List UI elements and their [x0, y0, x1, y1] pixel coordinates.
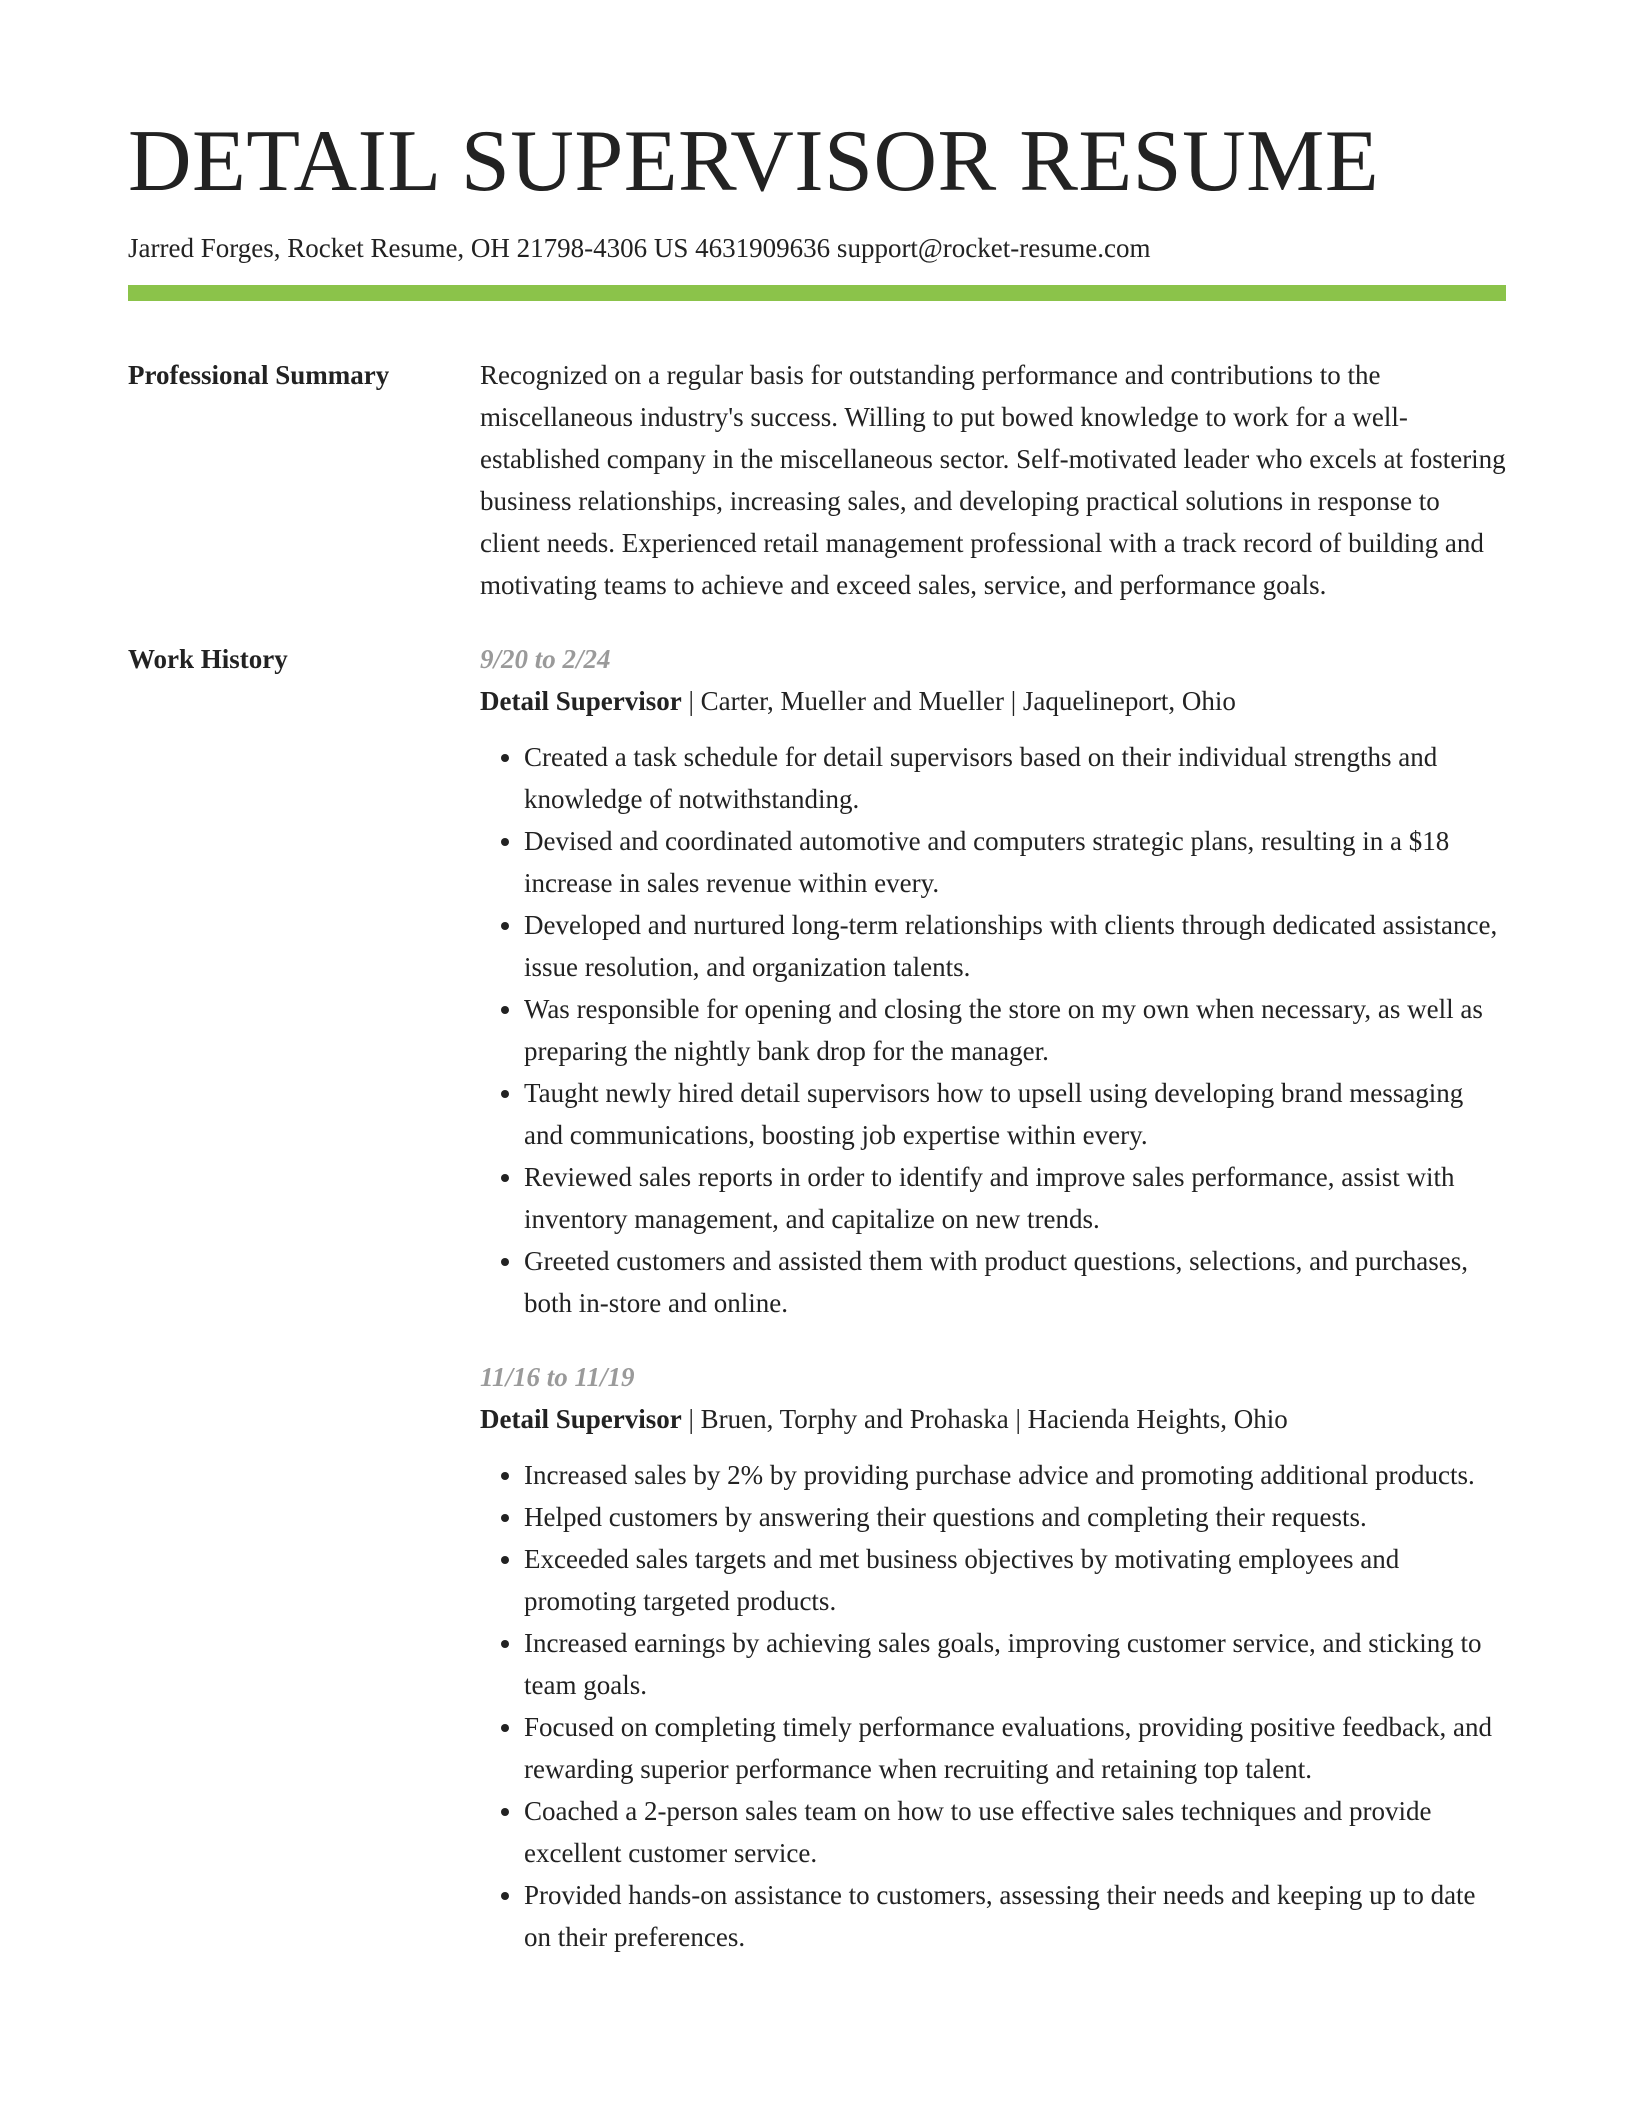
job-bullet: • Exceeded sales targets and met business objectives by motivating employees and promoting targeted products.	[524, 1538, 1506, 1622]
professional-summary-section	[128, 354, 1506, 606]
job-title: Detail Supervisor	[480, 1404, 682, 1435]
summary-body	[480, 354, 1506, 606]
job-bullet: • Provided hands-on assistance to customers, assessing their needs and keeping up to date on their preferences.	[524, 1874, 1506, 1958]
job-bullet: • Increased earnings by achieving sales goals, improving customer service, and sticking to team goals.	[524, 1622, 1506, 1706]
resume-page	[128, 113, 1506, 1958]
section-label-professional-summary: Professional Summary	[128, 360, 390, 391]
job-bullet: • Taught newly hired detail supervisors how to upsell using developing brand messaging and communications, boosting job expertise within every.	[524, 1072, 1506, 1156]
job-bullet: • Coached a 2-person sales team on how to use effective sales techniques and provide excellent customer service.	[524, 1790, 1506, 1874]
page-title: DETAIL SUPERVISOR RESUME	[128, 113, 1380, 210]
job-bullet: • Reviewed sales reports in order to identify and improve sales performance, assist with inventory management, and capitalize on new trends.	[524, 1156, 1506, 1240]
job-bullet: • Greeted customers and assisted them with product questions, selections, and purchases, both in-store and online.	[524, 1240, 1506, 1324]
job-bullet-list	[480, 1454, 1506, 1958]
job-heading	[480, 680, 1506, 722]
job-bullet: • Created a task schedule for detail supervisors based on their individual strengths and knowledge of notwithstanding.	[524, 736, 1506, 820]
work-history-body	[480, 638, 1506, 1958]
job-bullet: • Developed and nurtured long-term relationships with clients through dedicated assistance, issue resolution, and organization talents.	[524, 904, 1506, 988]
summary-text: Recognized on a regular basis for outstanding performance and contributions to the miscellaneous industry's success. Willing to put bowed knowledge to work for a well-established company in the miscellaneous sector. Self-motivated leader who excels at fostering business relationships, increasing sales, and developing practical solutions in response to client needs. Experienced retail management professional with a track record of building and motivating teams to achieve and exceed sales, service, and performance goals.	[480, 360, 1506, 601]
section-label-work-history: Work History	[128, 644, 288, 675]
job-heading	[480, 1398, 1506, 1440]
job-bullet: • Helped customers by answering their questions and completing their requests.	[524, 1496, 1506, 1538]
job-bullet: • Focused on completing timely performance evaluations, providing positive feedback, and rewarding superior performance when recruiting and retaining top talent.	[524, 1706, 1506, 1790]
job-details: | Carter, Mueller and Mueller | Jaquelineport, Ohio	[681, 686, 1236, 717]
job-details: | Bruen, Torphy and Prohaska | Hacienda Heights, Ohio	[681, 1404, 1288, 1435]
contact-line: Jarred Forges, Rocket Resume, OH 21798-4306 US 4631909636 support@rocket-resume.com	[128, 233, 1151, 263]
job-bullet: • Devised and coordinated automotive and computers strategic plans, resulting in a $18 increase in sales revenue within every.	[524, 820, 1506, 904]
job-entry	[480, 1356, 1506, 1958]
job-title: Detail Supervisor	[480, 686, 682, 717]
job-dates: 11/16 to 11/19	[480, 1362, 635, 1393]
accent-divider	[128, 285, 1506, 301]
job-bullet-list	[480, 736, 1506, 1324]
job-bullet: • Was responsible for opening and closing the store on my own when necessary, as well as preparing the nightly bank drop for the manager.	[524, 988, 1506, 1072]
job-entry	[480, 638, 1506, 1324]
job-bullet: • Increased sales by 2% by providing purchase advice and promoting additional products.	[524, 1454, 1506, 1496]
work-history-section	[128, 638, 1506, 1958]
job-dates: 9/20 to 2/24	[480, 644, 611, 675]
